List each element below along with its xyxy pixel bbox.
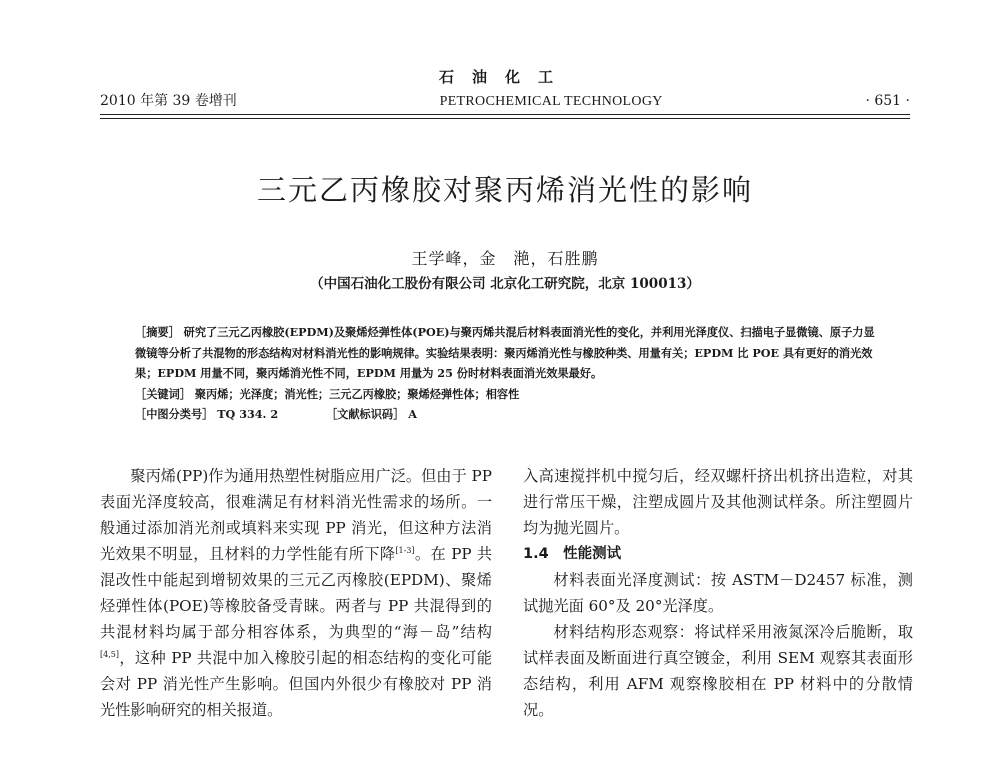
doc-code-label: ［文献标识码］ — [325, 407, 405, 421]
page-number: · 651 · — [865, 93, 910, 109]
section-heading: 1.4 性能测试 — [523, 546, 622, 562]
method-paragraph: 入高速搅拌机中搅匀后，经双螺杆挤出机挤出造粒，对其进行常压干燥，注塑成圆片及其他测试样条。所注塑圆片均为抛光圆片。 — [523, 467, 913, 537]
body-right-column — [523, 463, 913, 723]
header-rule-thick — [100, 114, 910, 115]
intro-text-c: ，这种 PP 共混中加入橡胶引起的相态结构的变化可能会对 PP 消光性产生影响。但国内外很少有橡胶对 PP 消光性影响研究的相关报道。 — [100, 649, 492, 719]
header-rule-thin — [100, 118, 910, 119]
intro-paragraph — [100, 463, 492, 723]
body-left-column — [100, 463, 492, 723]
article-title: 三元乙丙橡胶对聚丙烯消光性的影响 — [256, 173, 753, 207]
keywords-line — [135, 384, 880, 405]
gloss-test-paragraph: 材料表面光泽度测试：按 ASTM－D2457 标准，测试抛光面 60°及 20°光泽度。 — [523, 571, 913, 615]
keywords-label: ［关键词］ — [135, 386, 191, 401]
abstract-paragraph — [135, 322, 880, 384]
classification-line — [135, 404, 880, 425]
journal-name-en: PETROCHEMICAL TECHNOLOGY — [439, 94, 663, 109]
abstract-label: ［摘要］ — [135, 325, 180, 339]
intro-text-a: 聚丙烯(PP)作为通用热塑性树脂应用广泛。但由于 PP 表面光泽度较高，很难满足有材料消光性需求的场所。一般通过添加消光剂或填料来实现 PP 消光，但这种方法消光效果不明显，且材料的力学性能有所下降 — [100, 467, 492, 563]
running-header — [100, 90, 910, 110]
doc-code-value: A — [408, 407, 417, 421]
clc-label: ［中图分类号］ — [135, 407, 214, 421]
citation-1-3: [1-3] — [395, 545, 415, 555]
journal-name-cn: 石油化工 — [438, 68, 571, 86]
author-list: 王学峰，金 滟，石胜鹏 — [411, 249, 599, 268]
clc-value: TQ 334. 2 — [217, 407, 279, 421]
issue-label: 2010 年第 39 卷增刊 — [100, 93, 237, 109]
keywords-text: 聚丙烯；光泽度；消光性；三元乙丙橡胶；聚烯烃弹性体；相容性 — [194, 386, 520, 401]
citation-4-5: [4,5] — [100, 649, 119, 659]
affiliation: （中国石油化工股份有限公司 北京化工研究院，北京 100013） — [310, 276, 700, 292]
intro-text-b: 。在 PP 共混改性中能起到增韧效果的三元乙丙橡胶(EPDM)、聚烯烃弹性体(POE)等橡胶备受青睐。两者与 PP 共混得到的共混材料均属于部分相容体系，为典型的“海－岛”结构 — [100, 545, 493, 641]
abstract-text: 研究了三元乙丙橡胶(EPDM)及聚烯烃弹性体(POE)与聚丙烯共混后材料表面消光性的变化，并利用光泽度仪、扫描电子显微镜、原子力显微镜等分析了共混物的形态结构对材料消光性的影响规律。实验结果表明：聚丙烯消光性与橡胶种类、用量有关；EPDM 比 POE 具有更好的消光效果；EPDM 用量不同，聚丙烯消光性不同，EPDM 用量为 25 份时材料表面消光效果最好。 — [135, 325, 875, 380]
morphology-paragraph: 材料结构形态观察：将试样采用液氮深冷后脆断，取试样表面及断面进行真空镀金，利用 SEM 观察其表面形态结构，利用 AFM 观察橡胶相在 PP 材料中的分散情况。 — [523, 623, 913, 719]
abstract-block — [135, 322, 880, 425]
